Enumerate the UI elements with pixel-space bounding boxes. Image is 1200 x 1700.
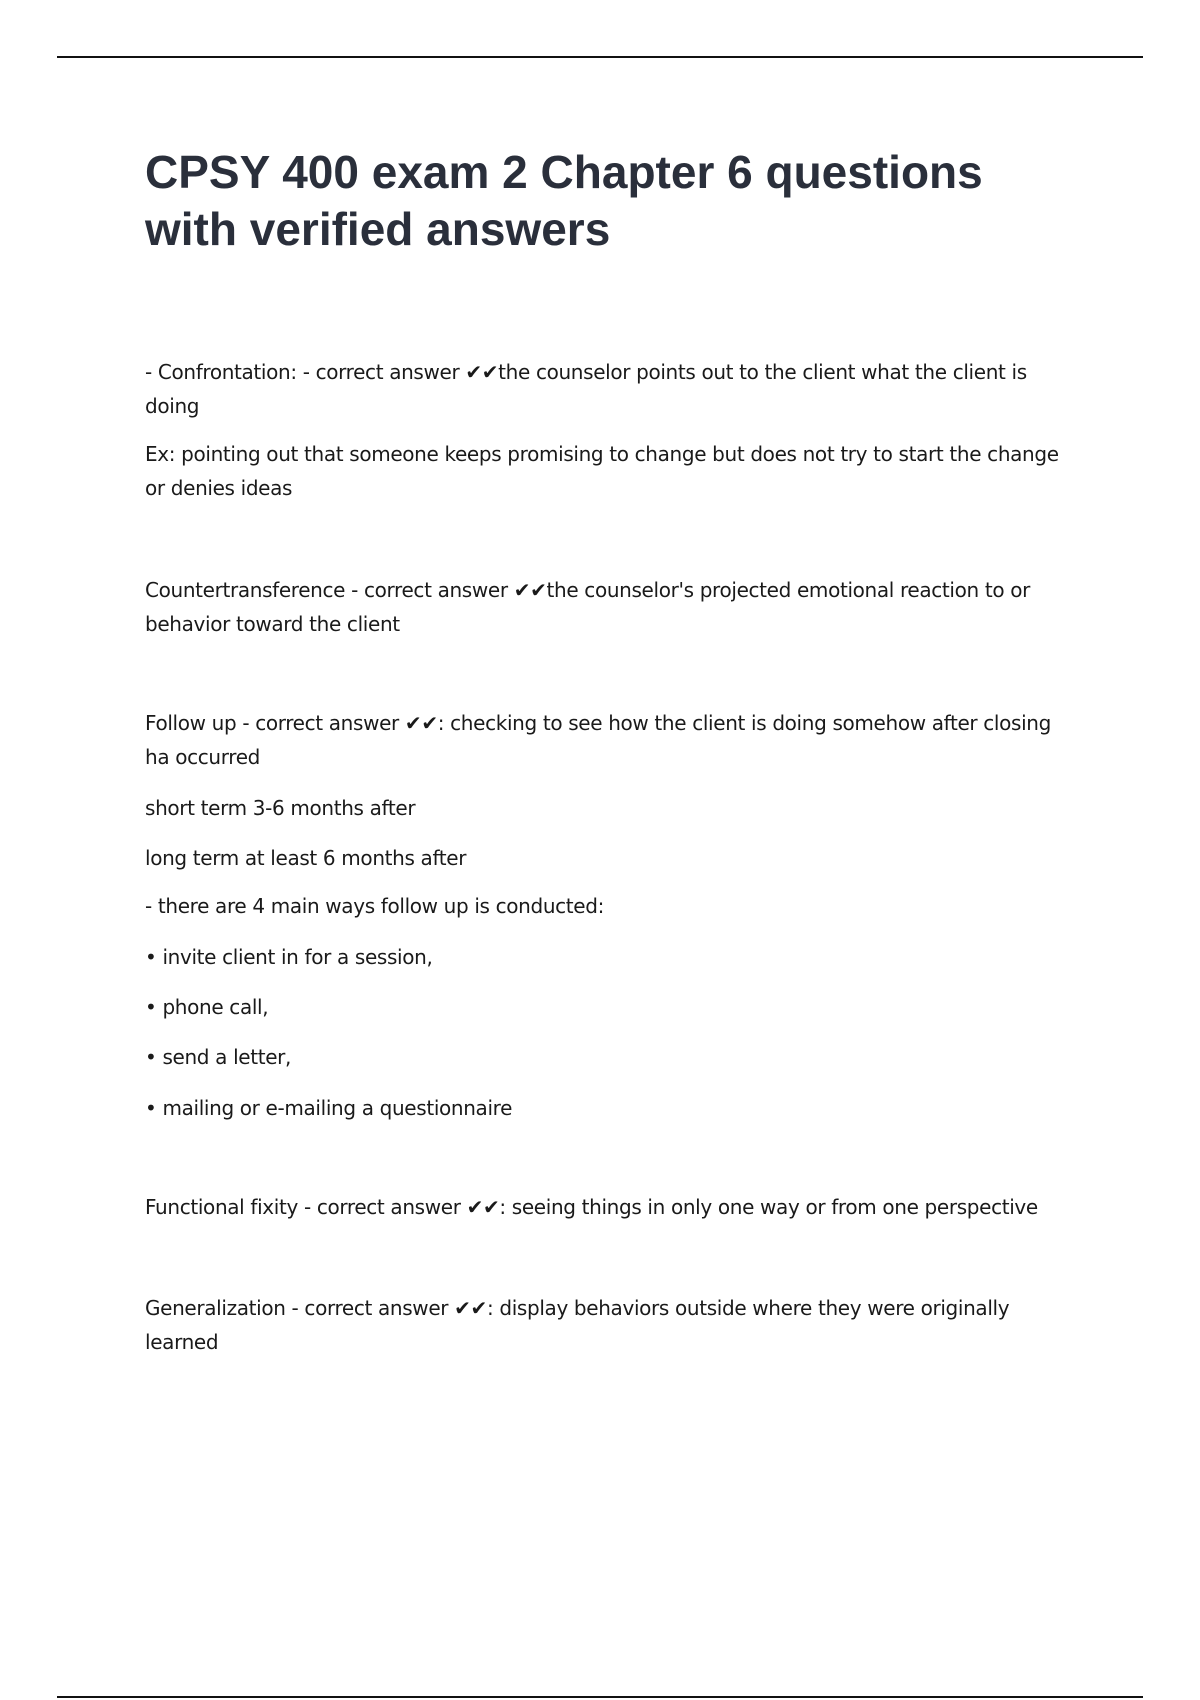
countertransference-definition-line-2: behavior toward the client — [145, 612, 400, 636]
footer-rule — [57, 1696, 1143, 1698]
generalization-definition-line-1: Generalization - correct answer ✔✔: display behaviors outside where they were originally — [145, 1296, 1010, 1320]
functional-fixity-definition: Functional fixity - correct answer ✔✔: seeing things in only one way or from one perspective — [145, 1195, 1038, 1219]
follow-up-way-item: • send a letter, — [145, 1045, 292, 1069]
generalization-definition-line-2: learned — [145, 1330, 219, 1354]
confrontation-definition-line-1: - Confrontation: - correct answer ✔✔the counselor points out to the client what the client is — [145, 360, 1027, 384]
follow-up-long-term: long term at least 6 months after — [145, 846, 467, 870]
follow-up-way-item: • mailing or e-mailing a questionnaire — [145, 1096, 513, 1120]
confrontation-example-line-1: Ex: pointing out that someone keeps promising to change but does not try to start the change — [145, 442, 1059, 466]
page-title-line-1: CPSY 400 exam 2 Chapter 6 questions — [145, 146, 983, 198]
page-title-line-2: with verified answers — [145, 203, 611, 255]
confrontation-definition-line-2: doing — [145, 394, 200, 418]
follow-up-definition-line-2: ha occurred — [145, 745, 260, 769]
header-rule — [57, 56, 1143, 58]
follow-up-ways-intro: - there are 4 main ways follow up is conducted: — [145, 894, 604, 918]
page-title — [145, 144, 1075, 258]
follow-up-short-term: short term 3-6 months after — [145, 796, 416, 820]
confrontation-example-line-2: or denies ideas — [145, 476, 293, 500]
countertransference-definition-line-1: Countertransference - correct answer ✔✔the counselor's projected emotional reaction to or — [145, 578, 1030, 602]
follow-up-way-item: • invite client in for a session, — [145, 945, 433, 969]
follow-up-definition-line-1: Follow up - correct answer ✔✔: checking to see how the client is doing somehow after closing — [145, 711, 1051, 735]
follow-up-way-item: • phone call, — [145, 995, 269, 1019]
